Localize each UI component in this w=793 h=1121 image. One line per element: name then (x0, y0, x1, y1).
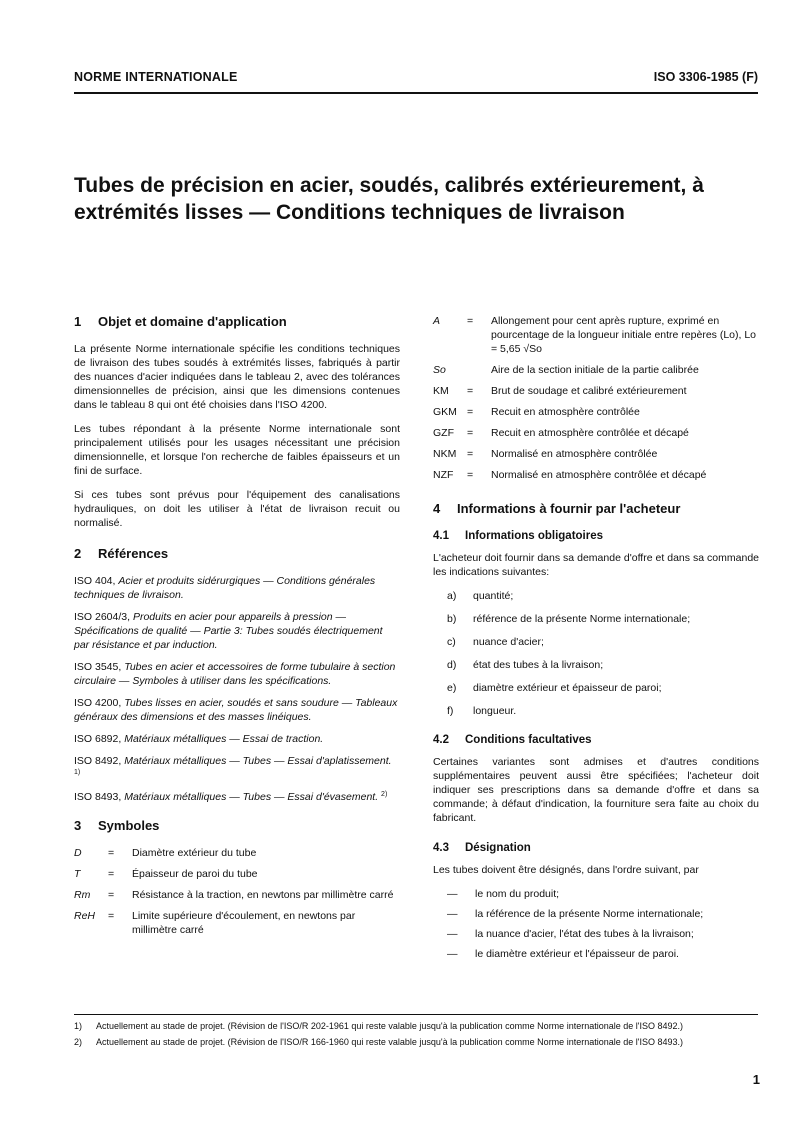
section-1-paragraph-2: Les tubes répondant à la présente Norme internationale sont principalement utilisés pour les usages nécessitant une précision dimensionnelle, et lorsque l'on recherche de faibles épaisseurs et un fini de surface. (74, 423, 400, 477)
list-marker: — (447, 888, 458, 900)
reference-code: ISO 2604/3, (74, 611, 131, 623)
symbol-row (74, 909, 400, 937)
symbol-row (433, 384, 759, 398)
section-4-title: Informations à fournir par l'acheteur (457, 501, 681, 516)
section-2-heading (74, 546, 400, 562)
list-text: le nom du produit; (475, 888, 560, 900)
section-3-heading (74, 818, 400, 834)
symbol-row (433, 426, 759, 440)
equals-sign: = (108, 889, 115, 901)
reference-title: Tubes en acier et accessoires de forme tubulaire à section circulaire — Symboles à utiliser dans les spécifications. (74, 661, 396, 687)
left-column (74, 314, 400, 944)
section-4-2-number: 4.2 (433, 734, 449, 746)
list-text: référence de la présente Norme internationale; (473, 613, 691, 625)
section-3-number: 3 (74, 818, 82, 833)
list-marker: c) (447, 636, 456, 648)
section-4-number: 4 (433, 501, 441, 516)
symbol: NZF (433, 469, 454, 481)
symbol-description: Normalisé en atmosphère contrôlée (491, 448, 658, 460)
reference-code: ISO 404, (74, 575, 116, 587)
symbol-description: Diamètre extérieur du tube (132, 847, 257, 859)
footnote-text: Actuellement au stade de projet. (Révision de l'ISO/R 202-1961 qui reste valable jusqu'à la publication comme Norme internationale de l'ISO 8492.) (96, 1021, 683, 1031)
section-4-2-text: Certaines variantes sont admises et d'autres conditions supplémentaires peuvent aussi être spécifiées; l'acheteur doit indiquer ses prescriptions dans sa demande d'offre et dans sa commande; à défaut d'indication, la fourniture sera faite au choix du fabricant. (433, 756, 759, 824)
equals-sign: = (467, 315, 474, 327)
reference-title: Matériaux métalliques — Essai de traction. (124, 733, 324, 745)
list-text: état des tubes à la livraison; (473, 659, 604, 671)
page-number: 1 (752, 1072, 760, 1087)
symbol-row (433, 447, 759, 461)
footnote-text: Actuellement au stade de projet. (Révision de l'ISO/R 166-1960 qui reste valable jusqu'à la publication comme Norme internationale de l'ISO 8493.) (96, 1037, 683, 1047)
symbol: Rm (74, 889, 91, 901)
reference-item (74, 574, 400, 602)
symbol-description: Recuit en atmosphère contrôlée et décapé (491, 427, 689, 439)
section-4-3-intro: Les tubes doivent être désignés, dans l'ordre suivant, par (433, 864, 699, 876)
section-2-title: Références (98, 546, 169, 561)
list-text: la nuance d'acier, l'état des tubes à la livraison; (475, 928, 694, 940)
reference-item (74, 660, 400, 688)
section-4-1-heading (433, 529, 759, 543)
list-item (433, 612, 759, 626)
symbol-row (74, 846, 400, 860)
symbol-description: Résistance à la traction, en newtons par millimètre carré (132, 889, 394, 901)
symbol: ReH (74, 910, 96, 922)
footnote (74, 1020, 764, 1032)
reference-title: Matériaux métalliques — Tubes — Essai d'aplatissement. (124, 755, 392, 767)
list-item (433, 635, 759, 649)
list-item (433, 658, 759, 672)
list-marker: b) (447, 613, 457, 625)
symbol: T (74, 868, 81, 880)
symbol-row (433, 405, 759, 419)
list-text: diamètre extérieur et épaisseur de paroi; (473, 682, 662, 694)
section-4-2-heading (433, 733, 759, 747)
section-4-1-title: Informations obligatoires (465, 530, 604, 542)
reference-title: Matériaux métalliques — Tubes — Essai d'évasement. (124, 791, 379, 803)
list-marker: — (447, 908, 458, 920)
equals-sign: = (108, 910, 115, 922)
symbol: NKM (433, 448, 457, 460)
header-standard-number: ISO 3306-1985 (F) (653, 70, 758, 84)
list-item (433, 907, 759, 921)
footnote-number: 2) (74, 1037, 83, 1047)
list-item (433, 927, 759, 941)
reference-title: Acier et produits sidérurgiques — Conditions générales techniques de livraison. (74, 575, 376, 601)
footnote-divider (74, 1014, 758, 1015)
list-item (433, 704, 759, 718)
symbol-description: Brut de soudage et calibré extérieurement (491, 385, 687, 397)
section-1-number: 1 (74, 314, 82, 329)
symbol-description: Aire de la section initiale de la partie calibrée (491, 364, 699, 376)
reference-code: ISO 8492, (74, 755, 122, 767)
section-1-paragraph-1: La présente Norme internationale spécifie les conditions techniques de livraison des tubes soudés à extrémités lisses, fabriqués à partir des nuances d'acier indiquées dans le tableau 2, avec des tolérances dimensionnelles de précision, ainsi que les dimensions contenues dans le tableau 8 qui ont été choisies dans l'ISO 4200. (74, 343, 400, 411)
list-item (433, 887, 759, 901)
footnote (74, 1036, 764, 1048)
symbol-row (74, 888, 400, 902)
section-2-number: 2 (74, 546, 82, 561)
symbol: So (433, 364, 446, 376)
right-column (433, 314, 759, 967)
symbol-description: Allongement pour cent après rupture, exprimé en pourcentage de la longueur initiale entre repères (Lo), Lo = 5,65 √So (491, 315, 757, 355)
symbol-description: Normalisé en atmosphère contrôlée et décapé (491, 469, 707, 481)
list-marker: e) (447, 682, 457, 694)
equals-sign (467, 363, 491, 377)
reference-item (74, 732, 400, 746)
reference-item (74, 754, 400, 782)
reference-title: Produits en acier pour appareils à pression — Spécifications de qualité — Partie 3: Tubes soudés électriquement par résistance et par induction. (74, 611, 383, 651)
list-text: nuance d'acier; (473, 636, 544, 648)
equals-sign: = (467, 406, 474, 418)
list-marker: d) (447, 659, 457, 671)
section-1-paragraph-3: Si ces tubes sont prévus pour l'équipement des canalisations hydrauliques, on doit les utiliser à l'état de livraison recuit ou normalisé. (74, 489, 400, 529)
reference-title: Tubes lisses en acier, soudés et sans soudure — Tableaux généraux des dimensions et des masses linéiques. (74, 697, 398, 723)
symbol: A (433, 315, 441, 327)
symbol-row (433, 468, 759, 482)
list-item (433, 589, 759, 603)
section-4-1-number: 4.1 (433, 530, 449, 542)
section-4-3-heading (433, 841, 759, 855)
list-text: la référence de la présente Norme internationale; (475, 908, 704, 920)
reference-code: ISO 3545, (74, 661, 122, 673)
equals-sign: = (467, 469, 474, 481)
section-4-3-title: Désignation (465, 842, 531, 854)
page-header (74, 70, 758, 94)
header-standard-type: NORME INTERNATIONALE (74, 70, 238, 84)
equals-sign: = (467, 385, 474, 397)
section-4-2-title: Conditions facultatives (465, 734, 592, 746)
symbol-description: Limite supérieure d'écoulement, en newtons par millimètre carré (132, 910, 356, 936)
list-text: quantité; (473, 590, 514, 602)
document-title: Tubes de précision en acier, soudés, calibrés extérieurement, à extrémités lisses — Conditions techniques de livraison (74, 174, 704, 224)
equals-sign: = (108, 868, 115, 880)
list-marker: — (447, 948, 458, 960)
reference-code: ISO 4200, (74, 697, 122, 709)
equals-sign: = (467, 427, 474, 439)
section-4-1-intro: L'acheteur doit fournir dans sa demande d'offre et dans sa commande les indications suivantes: (433, 552, 759, 578)
symbol-row (74, 867, 400, 881)
list-marker: a) (447, 590, 457, 602)
reference-code: ISO 6892, (74, 733, 122, 745)
footnote-number: 1) (74, 1021, 83, 1031)
list-text: longueur. (473, 705, 517, 717)
symbol-row (433, 363, 759, 377)
footnote-marker: 2) (381, 791, 388, 798)
symbol-description: Recuit en atmosphère contrôlée (491, 406, 640, 418)
equals-sign: = (467, 448, 474, 460)
reference-code: ISO 8493, (74, 791, 122, 803)
symbol: GZF (433, 427, 454, 439)
list-item (433, 681, 759, 695)
list-marker: f) (447, 705, 454, 717)
section-4-heading (433, 501, 759, 517)
reference-item (74, 696, 400, 724)
symbol-row (433, 314, 759, 356)
symbol: D (74, 847, 82, 859)
section-1-title: Objet et domaine d'application (98, 314, 287, 329)
reference-item (74, 790, 400, 804)
list-item (433, 947, 759, 961)
section-3-title: Symboles (98, 818, 160, 833)
equals-sign: = (108, 847, 115, 859)
section-1-heading (74, 314, 400, 330)
footnote-marker: 1) (74, 769, 81, 776)
list-marker: — (447, 928, 458, 940)
list-text: le diamètre extérieur et l'épaisseur de paroi. (475, 948, 679, 960)
reference-item (74, 610, 400, 652)
symbol-description: Épaisseur de paroi du tube (132, 868, 258, 880)
symbol: KM (433, 385, 449, 397)
symbol: GKM (433, 406, 457, 418)
section-4-3-number: 4.3 (433, 842, 449, 854)
